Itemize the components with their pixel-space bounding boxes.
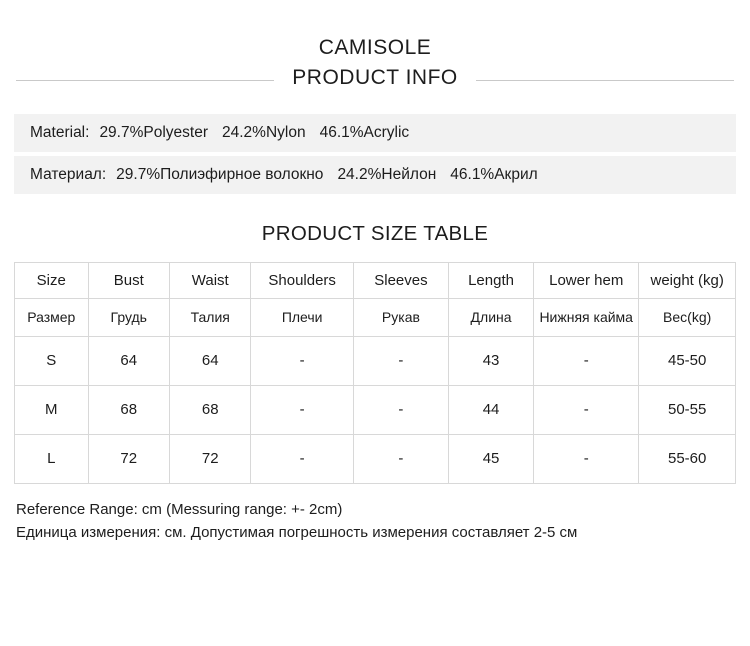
cell-waist: 68 [170,386,251,435]
cell-lowerhem: - [534,337,639,386]
cell-size: L [15,435,89,484]
cell-length: 45 [449,435,534,484]
header-sleeves-en: Sleeves [353,263,448,299]
header-bust-en: Bust [88,263,169,299]
cell-bust: 72 [88,435,169,484]
cell-size: S [15,337,89,386]
page-title: CAMISOLE [318,36,432,59]
cell-shoulders: - [251,386,353,435]
footnote-ru: Единица измерения: см. Допустимая погрешность измерения составляет 2-5 см [16,524,578,542]
cell-length: 44 [449,386,534,435]
cell-length: 43 [449,337,534,386]
cell-shoulders: - [251,337,353,386]
header-shoulders-ru: Плечи [251,299,353,337]
header-size-ru: Размер [15,299,89,337]
product-info-page [0,36,750,646]
header-waist-en: Waist [170,263,251,299]
material-ru-value-1: 24.2%Нейлон [337,166,437,183]
table-header-row-ru [15,299,736,337]
header-waist-ru: Талия [170,299,251,337]
header-shoulders-en: Shoulders [251,263,353,299]
table-row [15,386,736,435]
material-en-value-2: 46.1%Acrylic [319,124,410,141]
cell-size: M [15,386,89,435]
cell-weight: 50-55 [639,386,736,435]
cell-bust: 64 [88,337,169,386]
header-weight-en: weight (kg) [639,263,736,299]
header-sleeves-ru: Рукав [353,299,448,337]
header-lowerhem-en: Lower hem [534,263,639,299]
size-table [14,262,736,484]
material-block [14,114,736,194]
table-row [15,337,736,386]
cell-shoulders: - [251,435,353,484]
cell-waist: 72 [170,435,251,484]
cell-lowerhem: - [534,386,639,435]
header-weight-ru: Вес(kg) [639,299,736,337]
size-table-heading: PRODUCT SIZE TABLE [261,222,489,245]
table-row [15,435,736,484]
material-ru-value-0: 29.7%Полиэфирное волокно [116,166,324,183]
footnotes [14,498,736,545]
heading-rule-right [476,80,734,81]
product-info-label: PRODUCT INFO [292,66,458,89]
material-label-en: Material: [30,124,90,141]
cell-waist: 64 [170,337,251,386]
footnote-en: Reference Range: cm (Messuring range: +- 2cm) [16,501,343,518]
cell-sleeves: - [353,435,448,484]
header-bust-ru: Грудь [88,299,169,337]
material-row-ru [14,156,736,194]
cell-weight: 55-60 [639,435,736,484]
material-en-value-1: 24.2%Nylon [222,124,306,141]
product-info-heading [14,68,736,92]
header-size-en: Size [15,263,89,299]
heading-rule-left [16,80,274,81]
cell-lowerhem: - [534,435,639,484]
cell-sleeves: - [353,337,448,386]
material-row-en [14,114,736,152]
header-length-en: Length [449,263,534,299]
table-header-row-en [15,263,736,299]
header-lowerhem-ru: Нижняя кайма [534,299,639,337]
material-label-ru: Материал: [30,166,107,183]
header-length-ru: Длина [449,299,534,337]
material-en-value-0: 29.7%Polyester [99,124,208,141]
material-ru-value-2: 46.1%Акрил [450,166,538,183]
cell-bust: 68 [88,386,169,435]
cell-sleeves: - [353,386,448,435]
cell-weight: 45-50 [639,337,736,386]
